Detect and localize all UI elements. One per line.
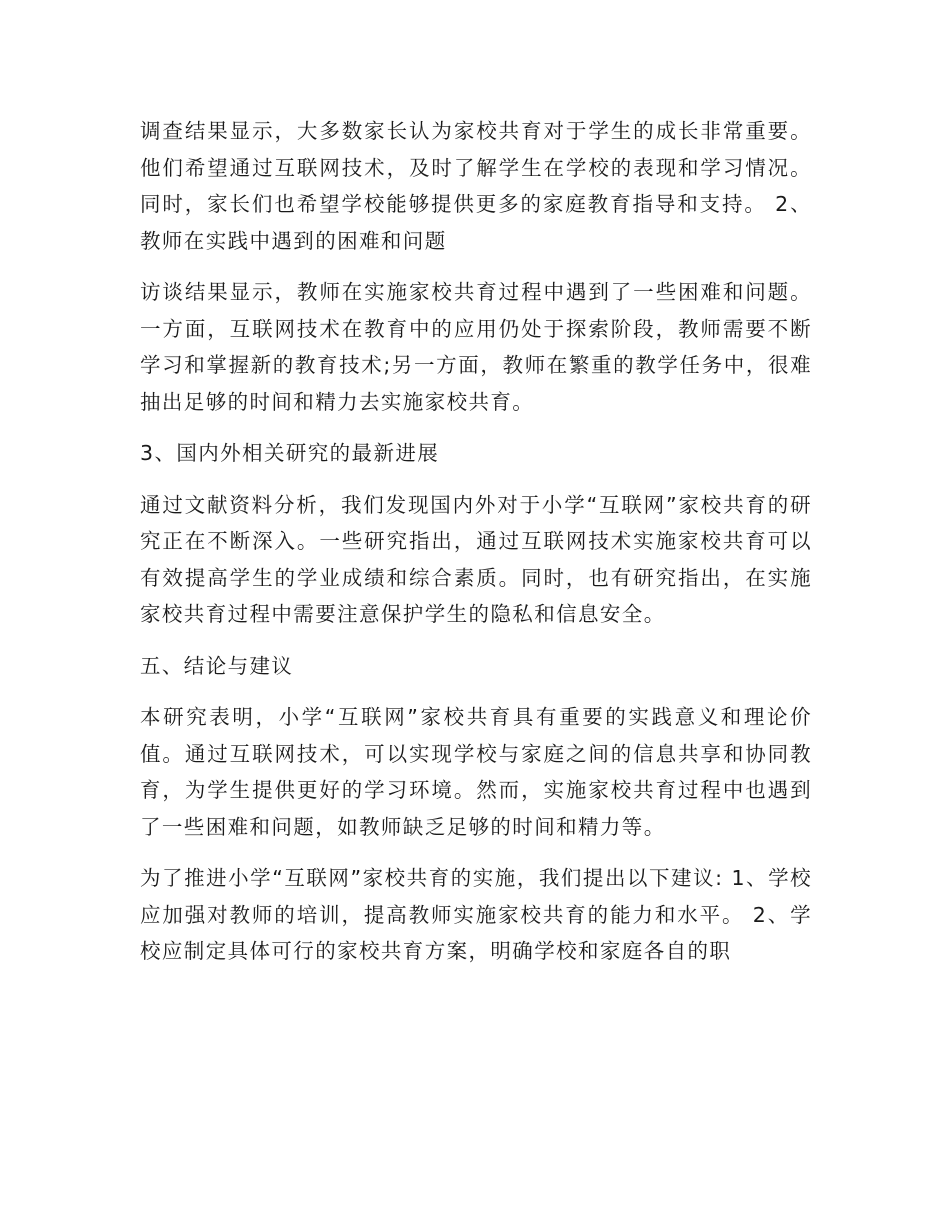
paragraph-conclusion: 本研究表明，小学“互联网”家校共育具有重要的实践意义和理论价值。通过互联网技术，可以实现学校与家庭之间的信息共享和协同教育，为学生提供更好的学习环境。然而，实施家校共育过程中也遇到了一些困难和问题，如教师缺乏足够的时间和精力等。 [140, 705, 812, 839]
paragraph-literature-analysis: 通过文献资料分析，我们发现国内外对于小学“互联网”家校共育的研究正在不断深入。一些研究指出，通过互联网技术实施家校共育可以有效提高学生的学业成绩和综合素质。同时，也有研究指出，在实施家校共育过程中需要注意保护学生的隐私和信息安全。 [140, 492, 812, 626]
paragraph-survey-results: 调查结果显示，大多数家长认为家校共育对于学生的成长非常重要。他们希望通过互联网技术，及时了解学生在学校的表现和学习情况。同时，家长们也希望学校能够提供更多的家庭教育指导和支持。 2、教师在实践中遇到的困难和问题 [140, 119, 812, 253]
section-heading-research-progress: 3、国内外相关研究的最新进展 [140, 441, 440, 465]
paragraph-recommendations: 为了推进小学“互联网”家校共育的实施，我们提出以下建议: 1、学校应加强对教师的培训，提高教师实施家校共育的能力和水平。 2、学校应制定具体可行的家校共育方案，明确学校和家庭各自的职 [140, 866, 812, 963]
paragraph-interview-results: 访谈结果显示，教师在实施家校共育过程中遇到了一些困难和问题。一方面，互联网技术在教育中的应用仍处于探索阶段，教师需要不断学习和掌握新的教育技术;另一方面，教师在繁重的教学任务中，很难抽出足够的时间和精力去实施家校共育。 [140, 280, 812, 414]
section-heading-conclusion: 五、结论与建议 [140, 653, 294, 678]
document-page [140, 113, 812, 985]
